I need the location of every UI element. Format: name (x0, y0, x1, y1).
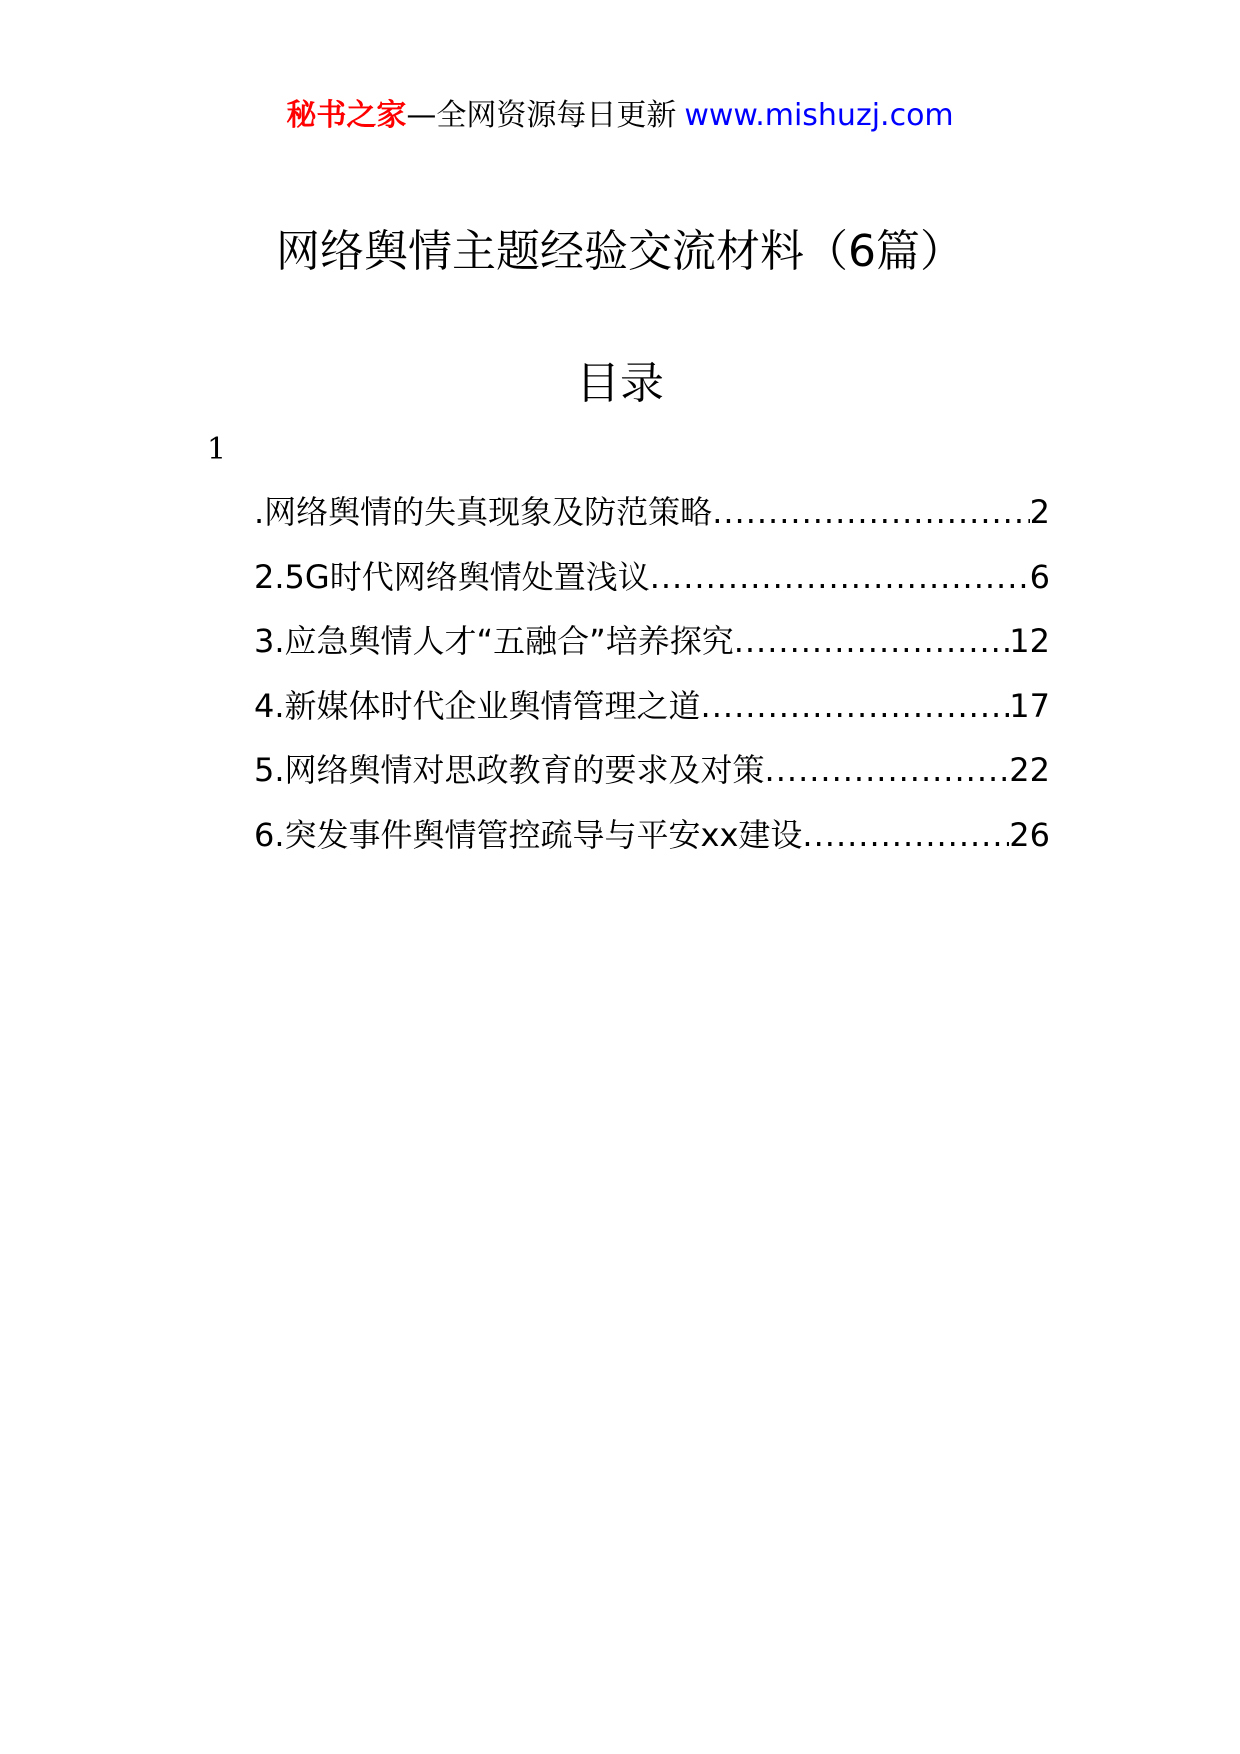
toc-entry-title: 6.突发事件舆情管控疏导与平安xx建设 (254, 815, 803, 854)
document-title: 网络舆情主题经验交流材料（6篇） (276, 226, 964, 277)
dot-leader (712, 490, 1029, 534)
toc-entry-2[interactable] (254, 555, 1050, 620)
toc-page-number: 12 (1009, 622, 1050, 661)
site-banner (0, 96, 1240, 136)
toc-entry-title: 3.应急舆情人才“五融合”培养探究 (254, 622, 734, 661)
dot-leader (802, 813, 1009, 857)
dot-leader (701, 684, 1010, 728)
toc-entry-title: 5.网络舆情对思政教育的要求及对策 (254, 751, 765, 790)
toc-page-number: 17 (1009, 686, 1050, 725)
toc-entry-title: 4.新媒体时代企业舆情管理之道 (254, 686, 701, 725)
stray-number: 1 (207, 432, 227, 467)
toc-entry-title: 2.5G时代网络舆情处置浅议 (254, 557, 650, 596)
toc-entry-title: .网络舆情的失真现象及防范策略 (254, 493, 713, 531)
site-url-link[interactable]: www.mishuzj.com (684, 98, 954, 133)
dot-leader (765, 748, 1010, 792)
toc-page-number: 22 (1009, 751, 1050, 790)
dot-leader (734, 619, 1010, 663)
banner-tagline: —全网资源每日更新 (406, 98, 677, 133)
toc-page-number: 2 (1029, 493, 1050, 531)
dot-leader (650, 555, 1030, 599)
toc-page-number: 26 (1009, 815, 1050, 854)
toc-entry-6[interactable] (254, 813, 1050, 878)
toc-entry-4[interactable] (254, 684, 1050, 749)
toc-entry-3[interactable] (254, 619, 1050, 684)
toc-heading: 目录 (576, 358, 664, 409)
table-of-contents (254, 490, 1050, 878)
toc-page-number: 6 (1029, 557, 1050, 596)
toc-entry-5[interactable] (254, 748, 1050, 813)
toc-entry-1[interactable] (254, 490, 1050, 555)
brand-name: 秘书之家 (286, 98, 407, 133)
